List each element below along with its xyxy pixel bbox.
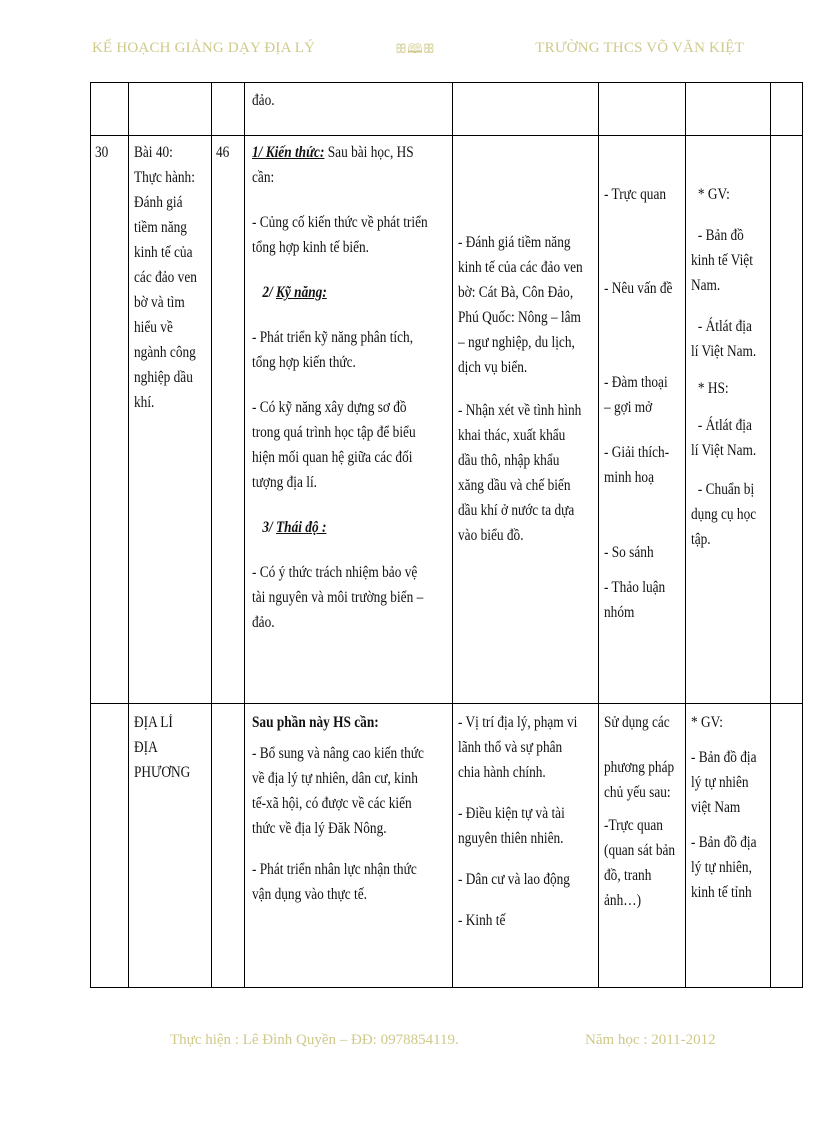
footer-school-year: Năm học : 2011-2012 bbox=[585, 1032, 716, 1048]
attitude-heading: Thái độ : bbox=[276, 519, 327, 536]
objective-continuation: đảo. bbox=[252, 92, 275, 109]
header-school-plan: KẾ HOẠCH GIẢNG DẠY ĐỊA LÝ bbox=[92, 40, 316, 56]
knowledge-heading: 1/ Kiến thức: bbox=[252, 144, 325, 161]
header-ornament-icon: ꕥ🕮ꕥ bbox=[395, 41, 436, 56]
local-objectives-heading: Sau phần này HS cần: bbox=[252, 714, 379, 731]
row-number: 30 bbox=[95, 144, 109, 161]
equipment-cell: * GV: - Bản đồ kinh tế Việt Nam. - Átlát địa lí Việt Nam. * HS: - Átlát địa lí Việt Nam. - Chuẩn bị dụng cụ học tập. bbox=[691, 186, 757, 548]
footer-author: Thực hiện : Lê Đình Quyền – ĐĐ: 0978854119. bbox=[170, 1032, 459, 1048]
lesson-plan-table bbox=[90, 82, 803, 988]
methods-cell: - Trực quan - Nêu vấn đề - Đàm thoại – gợi mở - Giải thích- minh hoạ - So sánh - Thảo luận nhóm bbox=[604, 186, 673, 621]
skill-heading: Kỹ năng: bbox=[276, 284, 327, 301]
local-content-cell: - Vị trí địa lý, phạm vi lãnh thổ và sự phân chia hành chính. - Điều kiện tự và tài nguyên thiên nhiên. - Dân cư và lao động - Kinh tế bbox=[458, 714, 578, 929]
header-school-name: TRƯỜNG THCS VÕ VĂN KIỆT bbox=[535, 40, 744, 56]
local-geography-title: ĐỊA LÍ ĐỊA PHƯƠNG bbox=[134, 714, 191, 781]
content-cell: - Đánh giá tiềm năng kinh tế của các đảo ven bờ: Cát Bà, Côn Đảo, Phú Quốc: Nông – lâm – ngư nghiệp, du lịch, dịch vụ biển. - Nhận xét về tình hình khai thác, xuất khẩu dầu thô, nhập khẩu xăng dầu và chế biến dầu khí ở nước ta dựa vào biểu đồ. bbox=[458, 234, 583, 544]
local-methods-cell: Sử dụng các phương pháp chủ yếu sau: -Trực quan (quan sát bản đồ, tranh ảnh…) bbox=[604, 714, 676, 909]
local-equipment-cell: * GV: - Bản đồ địa lý tự nhiên việt Nam - Bản đồ địa lý tự nhiên, kinh tế tỉnh bbox=[691, 714, 757, 901]
lesson-title: Bài 40: Thực hành: Đánh giá tiềm năng kinh tế của các đảo ven bờ và tìm hiểu về ngành công nghiệp dầu khí. bbox=[134, 144, 197, 411]
local-objectives-cell: Sau phần này HS cần: - Bổ sung và nâng cao kiến thức về địa lý tự nhiên, dân cư, kinh tế-xã hội, có được về các kiến thức về địa lý Đăk Nông. - Phát triển nhân lực nhận thức vận dụng vào thực tế. bbox=[252, 710, 454, 907]
period-number: 46 bbox=[216, 144, 230, 161]
objectives-cell: 1/ Kiến thức: Sau bài học, HS cần: - Củng cố kiến thức về phát triển tổng hợp kinh tế biển. 2/ Kỹ năng: - Phát triển kỹ năng phân tích, tổng hợp kiến thức. - Có kỹ năng xây dựng sơ đồ trong quá trình học tập để biểu hiện mối quan hệ giữa các đối tượng địa lí. 3/ Thái độ : - Có ý thức trách nhiệm bảo vệ tài nguyên và môi trường biển – đảo. bbox=[252, 144, 428, 631]
